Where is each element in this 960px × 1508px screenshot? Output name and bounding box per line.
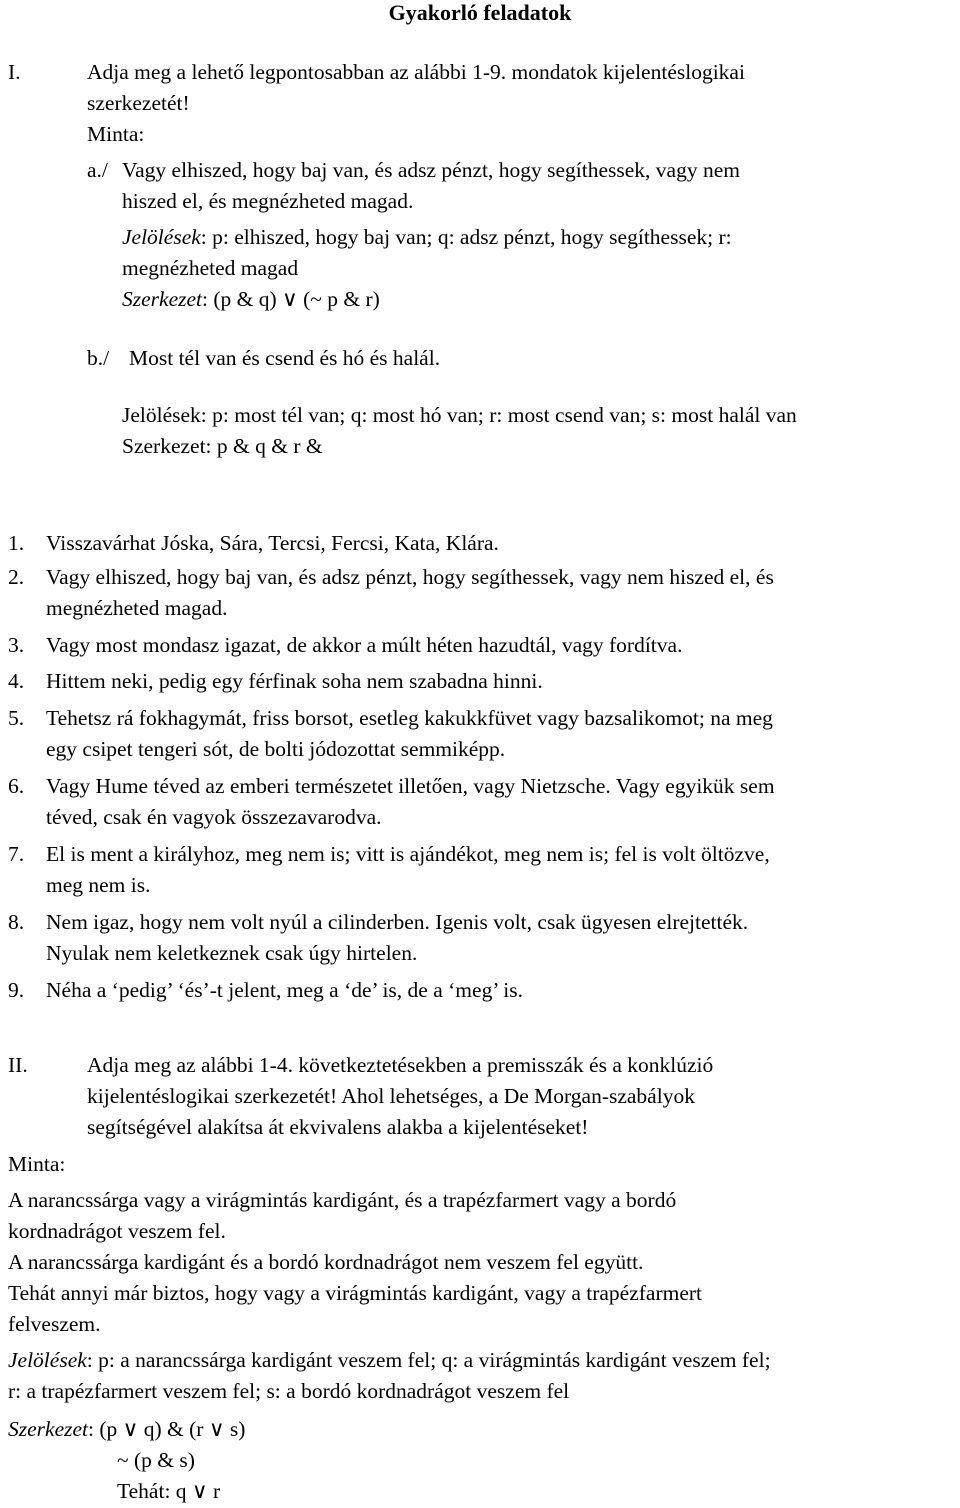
section-2-number: II. (8, 1053, 28, 1077)
conclusion: felveszem. (8, 1312, 101, 1336)
szerkezet-line: ~ (p & s) (117, 1448, 195, 1472)
item-text (46, 907, 956, 969)
premise-2: A narancssárga kardigánt és a bordó kordnadrágot nem veszem fel együtt. (8, 1250, 644, 1274)
item-line: Hittem neki, pedig egy férfinak soha nem szabadna hinni. (46, 669, 543, 693)
instruction-line: Adja meg a lehető legpontosabban az alábbi 1-9. mondatok kijelentéslogikai (87, 60, 745, 84)
jelolesek-label: Jelölések (8, 1348, 87, 1372)
item-line: Vagy Hume téved az emberi természetet illetően, vagy Nietzsche. Vagy egyikük sem (46, 774, 775, 798)
instruction-line: kijelentéslogikai szerkezetét! Ahol lehetséges, a De Morgan-szabályok (87, 1084, 695, 1108)
jelolesek-text: : p: elhiszed, hogy baj van; q: adsz pénzt, hogy segíthessek; r: (200, 225, 732, 249)
jelolesek-text: r: a trapézfarmert veszem fel; s: a bordó kordnadrágot veszem fel (8, 1379, 570, 1403)
minta-label: Minta: (87, 122, 145, 146)
premise-1: kordnadrágot veszem fel. (8, 1219, 226, 1243)
instruction-line: segítségével alakítsa át ekvivalens alakba a kijelentéseket! (87, 1115, 589, 1139)
item-text (46, 562, 956, 624)
section-2-jelolesek (8, 1345, 771, 1407)
szerkezet-text: : (p & q) ∨ (~ p & r) (202, 287, 380, 311)
example-a-jelolesek (122, 222, 732, 315)
item-line: egy csipet tengeri sót, de bolti jódozottat semmiképp. (46, 737, 506, 761)
item-number: 8. (8, 910, 25, 934)
item-text (46, 703, 956, 765)
premise-1: A narancssárga vagy a virágmintás kardigánt, és a trapézfarmert vagy a bordó (8, 1188, 677, 1212)
item-line: Visszavárhat Jóska, Sára, Tercsi, Fercsi, Kata, Klára. (46, 531, 499, 555)
item-text (46, 771, 956, 833)
item-text (46, 630, 956, 661)
item-number: 1. (8, 531, 25, 555)
jelolesek-text: megnézheted magad (122, 256, 299, 280)
item-text (46, 839, 956, 901)
item-line: Néha a ‘pedig’ ‘és’-t jelent, meg a ‘de’ is, de a ‘meg’ is. (46, 978, 523, 1002)
item-text (46, 975, 956, 1006)
item-line: Nyulak nem keletkeznek csak úgy hirtelen. (46, 941, 418, 965)
instruction-line: szerkezetét! (87, 91, 190, 115)
item-number: 7. (8, 842, 25, 866)
jelolesek-text: Jelölések: p: most tél van; q: most hó van; r: most csend van; s: most halál van (122, 403, 797, 427)
item-line: meg nem is. (46, 873, 151, 897)
example-b-text: Most tél van és csend és hó és halál. (129, 346, 441, 370)
item-number: 9. (8, 978, 25, 1002)
jelolesek-label: Jelölések (122, 225, 201, 249)
item-number: 2. (8, 565, 25, 589)
conclusion: Tehát annyi már biztos, hogy vagy a virágmintás kardigánt, vagy a trapézfarmert (8, 1281, 703, 1305)
example-b-jelolesek (122, 400, 797, 462)
example-line: hiszed el, és megnézheted magad. (122, 189, 414, 213)
instruction-line: Adja meg az alábbi 1-4. következtetésekben a premisszák és a konklúzió (87, 1053, 714, 1077)
szerkezet-line: Tehát: q ∨ r (117, 1479, 221, 1503)
szerkezet-label: Szerkezet (122, 287, 202, 311)
example-line: Vagy elhiszed, hogy baj van, és adsz pénzt, hogy segíthessek, vagy nem (122, 158, 740, 182)
szerkezet-label: Szerkezet (8, 1417, 88, 1441)
szerkezet-text: Szerkezet: p & q & r & (122, 434, 323, 458)
example-a-marker: a./ (87, 158, 108, 182)
item-text (46, 666, 956, 697)
item-text (46, 528, 956, 559)
example-a-text (122, 155, 740, 217)
section-2-example (8, 1185, 702, 1340)
item-line: Nem igaz, hogy nem volt nyúl a cilinderben. Igenis volt, csak ügyesen elrejtették. (46, 910, 749, 934)
item-number: 5. (8, 706, 25, 730)
item-number: 6. (8, 774, 25, 798)
section-2-instruction (87, 1050, 713, 1143)
page-title: Gyakorló feladatok (388, 0, 572, 25)
jelolesek-text: : p: a narancssárga kardigánt veszem fel; q: a virágmintás kardigánt veszem fel; (86, 1348, 771, 1372)
item-line: Tehetsz rá fokhagymát, friss borsot, esetleg kakukkfüvet vagy bazsalikomot; na meg (46, 706, 773, 730)
section-1-number: I. (8, 60, 21, 84)
item-number: 4. (8, 669, 25, 693)
section-2-minta-label: Minta: (8, 1152, 66, 1176)
section-1-instruction (87, 57, 745, 150)
item-line: Vagy most mondasz igazat, de akkor a múlt héten hazudtál, vagy fordítva. (46, 633, 683, 657)
section-2-szerkezet (8, 1414, 245, 1507)
item-line: Vagy elhiszed, hogy baj van, és adsz pénzt, hogy segíthessek, vagy nem hiszed el, és (46, 565, 774, 589)
item-line: megnézheted magad. (46, 596, 228, 620)
item-line: El is ment a királyhoz, meg nem is; vitt is ajándékot, meg nem is; fel is volt öltözve, (46, 842, 770, 866)
example-b-marker: b./ (87, 346, 110, 370)
item-line: téved, csak én vagyok összezavarodva. (46, 805, 382, 829)
szerkezet-line: : (p ∨ q) & (r ∨ s) (88, 1417, 246, 1441)
item-number: 3. (8, 633, 25, 657)
